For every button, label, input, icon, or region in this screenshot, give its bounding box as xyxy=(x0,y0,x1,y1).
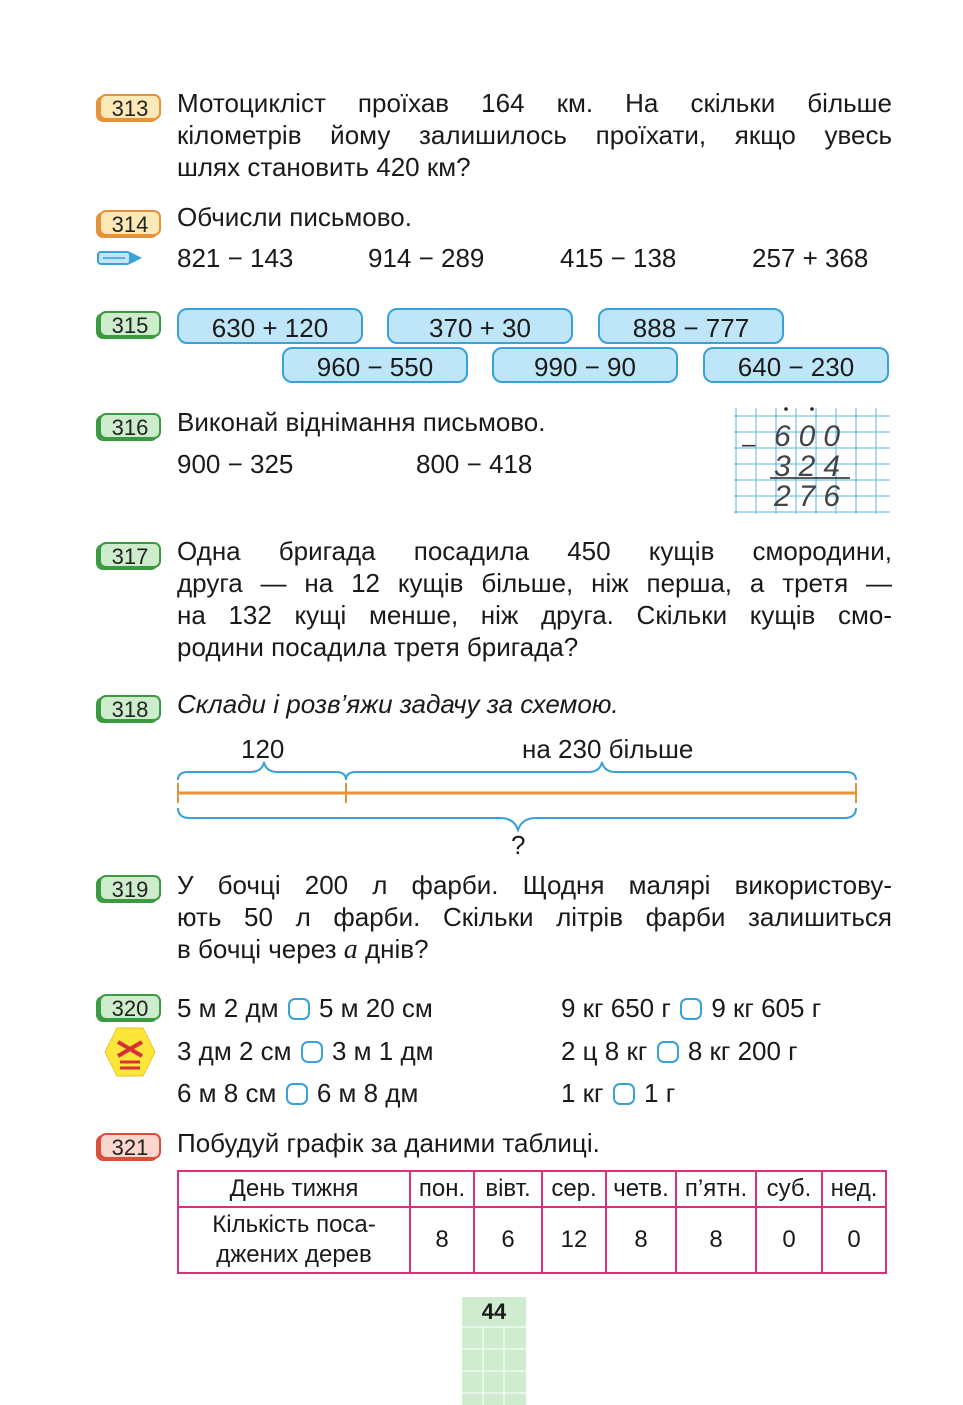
minuend: 600 xyxy=(774,420,849,453)
table-row xyxy=(178,1207,886,1273)
table-cell: 6 xyxy=(474,1207,542,1273)
table-header-cell: п’ятн. xyxy=(676,1171,756,1207)
problem-319-line-1: У бочці 200 л фарби. Щодня малярі використову- xyxy=(177,870,892,900)
expression-card: 630 + 120 xyxy=(177,308,363,344)
expression-314-4: 257 + 368 xyxy=(752,243,869,273)
comparison-row xyxy=(177,1076,418,1110)
row-label-line: Кількість поса- xyxy=(212,1211,376,1238)
comparison-left: 2 ц 8 кг xyxy=(561,1036,648,1066)
comparison-right: 9 кг 605 г xyxy=(711,993,822,1023)
expression-316-2: 800 − 418 xyxy=(416,449,533,479)
comparison-row xyxy=(561,1076,675,1110)
problem-313-line-2: кілометрів йому залишилось проїхати, якщо увесь xyxy=(177,120,892,150)
problem-319-text xyxy=(177,869,892,966)
row-label-line: джених дерев xyxy=(216,1241,372,1268)
table-header-cell: вівт. xyxy=(474,1171,542,1207)
table-cell: 8 xyxy=(606,1207,676,1273)
problem-number-321: 321 xyxy=(99,1133,161,1159)
table-row-label xyxy=(178,1207,410,1273)
comparison-right: 8 кг 200 г xyxy=(687,1036,798,1066)
table-header-cell: сер. xyxy=(542,1171,606,1207)
problem-321-text: Побудуй графік за даними таблиці. xyxy=(177,1128,600,1158)
expression-card: 640 − 230 xyxy=(703,347,889,383)
minus-sign: – xyxy=(742,431,756,458)
expression-card: 888 − 777 xyxy=(598,308,784,344)
table-cell: 12 xyxy=(542,1207,606,1273)
comparison-left: 9 кг 650 г xyxy=(561,993,671,1023)
compare-box[interactable] xyxy=(613,1083,635,1105)
problem-317-line-2: друга — на 12 кущів більше, ніж перша, а третя — xyxy=(177,568,892,598)
table-cell: 8 xyxy=(676,1207,756,1273)
scheme-question: ? xyxy=(511,830,526,860)
problem-number-316: 316 xyxy=(99,413,161,439)
problem-number-319: 319 xyxy=(99,875,161,901)
expression-card: 990 − 90 xyxy=(492,347,678,383)
compare-box[interactable] xyxy=(680,998,702,1020)
problem-317-line-4: родини посадила третя бригада? xyxy=(177,632,579,662)
subtrahend: 324 xyxy=(774,450,849,483)
problem-313-text xyxy=(177,87,892,183)
pencil-icon xyxy=(97,248,143,268)
scheme-left-label: 120 xyxy=(241,734,285,764)
expression-314-1: 821 − 143 xyxy=(177,243,294,273)
problem-313-line-1: Мотоцикліст проїхав 164 км. На скільки більше xyxy=(177,88,892,118)
compare-icon xyxy=(104,1026,156,1078)
variable-a: а xyxy=(343,934,358,965)
problem-313-line-3: шлях становить 420 км? xyxy=(177,152,471,182)
comparison-row xyxy=(561,1034,798,1068)
problem-number-320: 320 xyxy=(99,994,161,1020)
comparison-right: 5 м 20 см xyxy=(318,993,433,1023)
data-table xyxy=(177,1170,887,1274)
segment-scheme xyxy=(170,760,865,835)
page-number: 44 xyxy=(481,1299,507,1324)
comparison-left: 1 кг xyxy=(561,1078,604,1108)
problem-number-315: 315 xyxy=(99,311,161,337)
comparison-left: 6 м 8 см xyxy=(177,1078,277,1108)
page-number-box xyxy=(462,1297,526,1405)
comparison-left: 3 дм 2 см xyxy=(177,1036,292,1066)
comparison-row xyxy=(561,991,821,1025)
table-header-cell: нед. xyxy=(822,1171,886,1207)
line-3-start: в бочці через xyxy=(177,934,344,964)
problem-316-text: Виконай віднімання письмово. xyxy=(177,407,546,437)
compare-box[interactable] xyxy=(301,1041,323,1063)
expression-314-2: 914 − 289 xyxy=(368,243,485,273)
table-header-cell: четв. xyxy=(606,1171,676,1207)
compare-box[interactable] xyxy=(286,1083,308,1105)
comparison-row xyxy=(177,991,433,1025)
table-header-row xyxy=(178,1171,886,1207)
comparison-left: 5 м 2 дм xyxy=(177,993,279,1023)
column-subtraction-example xyxy=(724,404,892,514)
compare-box[interactable] xyxy=(288,998,310,1020)
table-cell: 8 xyxy=(410,1207,474,1273)
expression-316-1: 900 − 325 xyxy=(177,449,294,479)
problem-number-313: 313 xyxy=(99,94,161,120)
problem-317-line-3: на 132 кущі менше, ніж друга. Скільки кущів смо- xyxy=(177,600,892,630)
problem-314-text: Обчисли письмово. xyxy=(177,202,412,232)
table-cell: 0 xyxy=(822,1207,886,1273)
expression-card: 370 + 30 xyxy=(387,308,573,344)
difference: 276 xyxy=(774,480,849,513)
problem-317-line-1: Одна бригада посадила 450 кущів смородини, xyxy=(177,536,892,566)
comparison-right: 1 г xyxy=(644,1078,676,1108)
scheme-right-label: на 230 більше xyxy=(522,734,694,764)
table-header-cell: суб. xyxy=(756,1171,822,1207)
compare-box[interactable] xyxy=(657,1041,679,1063)
comparison-row xyxy=(177,1034,434,1068)
comparison-right: 3 м 1 дм xyxy=(331,1036,434,1066)
line-3-end: днів? xyxy=(357,934,429,964)
problem-319-line-3 xyxy=(177,933,892,966)
problem-317-text xyxy=(177,535,892,663)
problem-319-line-2: ють 50 л фарби. Скільки літрів фарби залишиться xyxy=(177,902,892,932)
problem-318-text: Склади і розв’яжи задачу за схемою. xyxy=(177,689,619,719)
table-header-cell: День тижня xyxy=(178,1171,410,1207)
expression-card: 960 − 550 xyxy=(282,347,468,383)
table-cell: 0 xyxy=(756,1207,822,1273)
problem-number-318: 318 xyxy=(99,695,161,721)
comparison-right: 6 м 8 дм xyxy=(316,1078,419,1108)
table-header-cell: пон. xyxy=(410,1171,474,1207)
problem-number-317: 317 xyxy=(99,542,161,568)
problem-number-314: 314 xyxy=(99,210,161,236)
expression-314-3: 415 − 138 xyxy=(560,243,677,273)
